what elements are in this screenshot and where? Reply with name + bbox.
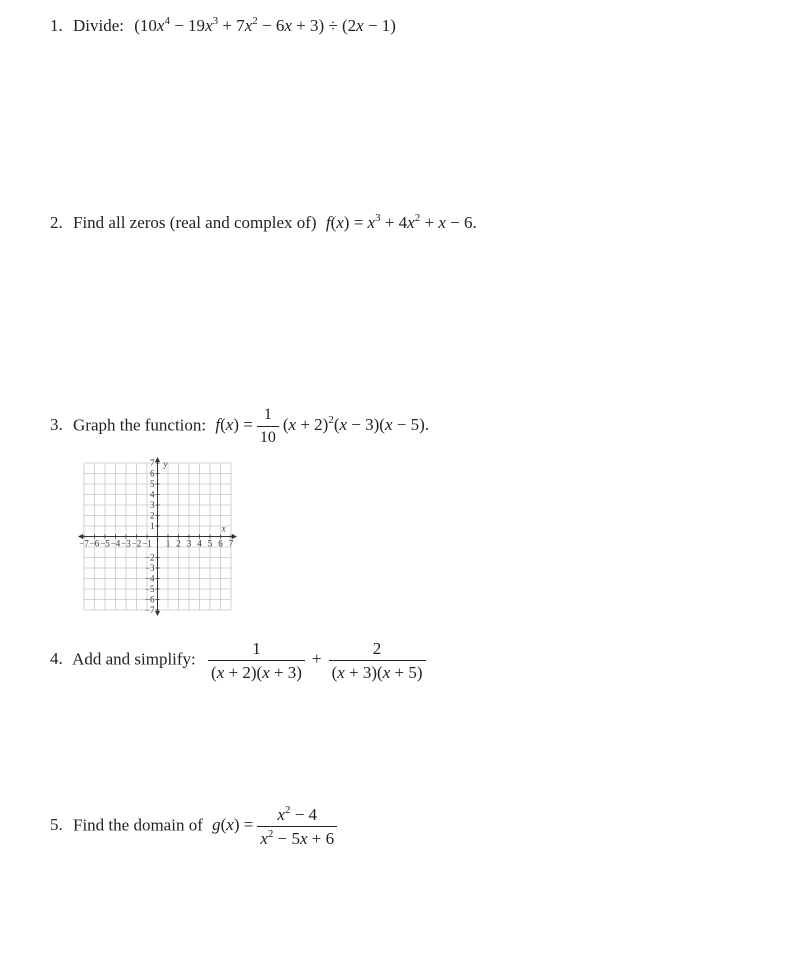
y-tick-label: −6 bbox=[144, 594, 155, 605]
expr-part: + 2)( bbox=[224, 663, 263, 682]
variable-x: x bbox=[438, 213, 446, 232]
expr-part: − 6 bbox=[257, 16, 285, 35]
x-tick-label: 1 bbox=[165, 538, 171, 549]
expr-part: + 3)( bbox=[344, 663, 383, 682]
variable-x: x bbox=[288, 415, 297, 435]
x-tick-label: 7 bbox=[228, 538, 234, 549]
exponent: 4 bbox=[164, 15, 170, 27]
problem-number: 2. bbox=[50, 213, 63, 232]
variable-x: x bbox=[339, 415, 348, 435]
x-tick-label: −7 bbox=[79, 538, 89, 549]
math-expression bbox=[215, 406, 429, 446]
x-tick-label: −2 bbox=[131, 538, 142, 549]
variable-x: x bbox=[337, 663, 345, 682]
y-tick-label: −2 bbox=[144, 552, 155, 563]
variable-x: x bbox=[367, 213, 376, 232]
exponent: 3 bbox=[212, 15, 219, 27]
variable-x: x bbox=[216, 663, 225, 682]
problem-prompt: Divide: bbox=[73, 16, 124, 35]
fraction bbox=[257, 407, 279, 446]
math-expression bbox=[212, 804, 341, 848]
problem-5 bbox=[50, 806, 341, 847]
expr-part: ( bbox=[331, 663, 338, 682]
fraction-numerator: 1 bbox=[252, 639, 261, 658]
problem-prompt: Find the domain of bbox=[73, 815, 203, 835]
problem-number: 1. bbox=[50, 16, 63, 35]
variable-x: x bbox=[262, 663, 270, 682]
variable-x: x bbox=[226, 815, 234, 835]
expr-part: ( bbox=[333, 415, 340, 435]
expr-part: ( bbox=[282, 415, 289, 435]
expr-part: − 5 bbox=[273, 829, 300, 848]
variable-x: x bbox=[225, 415, 234, 435]
y-tick-label: −5 bbox=[144, 584, 155, 594]
exponent: 3 bbox=[375, 212, 381, 224]
x-tick-label: 6 bbox=[218, 538, 223, 549]
problem-number: 5. bbox=[50, 815, 63, 835]
expr-part: − 3)( bbox=[347, 415, 385, 435]
variable-x: x bbox=[299, 829, 308, 848]
expr-part: − 4 bbox=[290, 805, 318, 824]
y-tick-label: −3 bbox=[144, 563, 155, 573]
math-expression bbox=[326, 213, 477, 232]
x-tick-label: −5 bbox=[100, 538, 110, 549]
x-tick-label: −6 bbox=[89, 538, 100, 549]
expr-part: ( bbox=[330, 213, 337, 232]
fraction-numerator: 1 bbox=[263, 406, 272, 423]
fraction-denominator bbox=[257, 826, 337, 847]
exponent: 2 bbox=[328, 414, 334, 427]
math-expression bbox=[134, 16, 396, 35]
expr-part: ( bbox=[220, 415, 226, 435]
y-tick-label: 6 bbox=[150, 468, 155, 479]
x-tick-label: −4 bbox=[110, 538, 121, 549]
y-tick-label: 1 bbox=[150, 521, 155, 531]
problem-number: 4. bbox=[50, 649, 63, 669]
expr-part: ( bbox=[211, 663, 217, 682]
expr-part: ) = bbox=[233, 815, 254, 835]
function-name: g bbox=[212, 815, 221, 835]
exponent: 2 bbox=[284, 804, 291, 816]
fraction-2 bbox=[329, 640, 426, 681]
exponent: 2 bbox=[252, 15, 258, 27]
fraction bbox=[257, 806, 337, 847]
problem-prompt: Find all zeros (real and complex of) bbox=[73, 213, 317, 232]
function-name: f bbox=[325, 213, 331, 232]
problem-4 bbox=[50, 640, 430, 681]
y-tick-label: 5 bbox=[150, 479, 155, 489]
grid-svg[interactable] bbox=[76, 455, 281, 627]
expr-part: ) = bbox=[343, 213, 368, 232]
fraction-1 bbox=[208, 640, 305, 681]
expr-part: + 2) bbox=[296, 415, 329, 435]
expr-part: + 3) ÷ (2 bbox=[291, 16, 357, 35]
variable-x: x bbox=[336, 213, 344, 232]
problem-prompt: Graph the function: bbox=[73, 415, 207, 435]
expr-part: − 1) bbox=[363, 16, 396, 35]
axes bbox=[78, 457, 237, 616]
variable-x: x bbox=[205, 16, 213, 35]
expr-part: − 6. bbox=[445, 213, 477, 232]
x-tick-label: 5 bbox=[207, 538, 213, 549]
problem-2 bbox=[50, 214, 477, 231]
variable-x: x bbox=[407, 213, 415, 232]
problem-1 bbox=[50, 17, 396, 34]
expr-part: − 5). bbox=[392, 415, 429, 435]
fraction-numerator bbox=[257, 806, 337, 826]
expr-part: − 19 bbox=[169, 16, 206, 35]
fraction-numerator: 2 bbox=[372, 639, 382, 658]
variable-x: x bbox=[244, 16, 253, 35]
y-axis-label: y bbox=[163, 459, 168, 470]
x-axis-label: x bbox=[221, 523, 226, 534]
y-tick-label: 3 bbox=[150, 500, 155, 510]
expr-part: + 7 bbox=[218, 16, 245, 35]
problem-3 bbox=[50, 407, 429, 446]
expr-part: + 6 bbox=[307, 829, 335, 848]
y-tick-label: 4 bbox=[150, 489, 155, 500]
expr-part: + 5) bbox=[390, 663, 423, 682]
y-tick-label: −7 bbox=[144, 605, 155, 615]
function-name: f bbox=[215, 415, 221, 435]
exponent: 2 bbox=[414, 212, 421, 224]
y-axis-arrow bbox=[155, 457, 160, 462]
problem-prompt: Add and simplify: bbox=[72, 649, 196, 669]
variable-x: x bbox=[382, 663, 391, 682]
expr-part: ) = bbox=[233, 415, 253, 435]
variable-x: x bbox=[356, 16, 364, 35]
variable-x: x bbox=[156, 16, 165, 35]
x-tick-label: 2 bbox=[176, 538, 181, 549]
exponent: 2 bbox=[267, 828, 274, 840]
expr-part: + 4 bbox=[380, 213, 408, 232]
fraction-denominator bbox=[329, 660, 426, 681]
variable-x: x bbox=[384, 415, 393, 435]
y-tick-label: 2 bbox=[150, 510, 155, 521]
problem-number: 3. bbox=[50, 415, 63, 435]
x-tick-label: −1 bbox=[142, 538, 152, 549]
plus-sign: + bbox=[311, 649, 322, 669]
fraction-denominator bbox=[208, 660, 305, 681]
x-tick-label: −3 bbox=[121, 538, 131, 549]
x-tick-label: 3 bbox=[186, 538, 192, 549]
variable-x: x bbox=[277, 805, 285, 824]
math-expression bbox=[204, 639, 429, 682]
variable-x: x bbox=[260, 829, 268, 848]
y-tick-label: −4 bbox=[144, 573, 155, 584]
expr-part: + 3) bbox=[269, 663, 302, 682]
expr-part: + bbox=[420, 213, 439, 232]
y-axis-arrow-down bbox=[155, 611, 160, 616]
fraction-denominator: 10 bbox=[257, 426, 279, 446]
expr-part: ( bbox=[220, 815, 227, 835]
x-tick-label: 4 bbox=[197, 538, 202, 549]
coordinate-grid[interactable] bbox=[76, 455, 281, 627]
variable-x: x bbox=[284, 16, 292, 35]
y-tick-label: 7 bbox=[150, 458, 155, 468]
expr-part: (10 bbox=[134, 16, 157, 35]
